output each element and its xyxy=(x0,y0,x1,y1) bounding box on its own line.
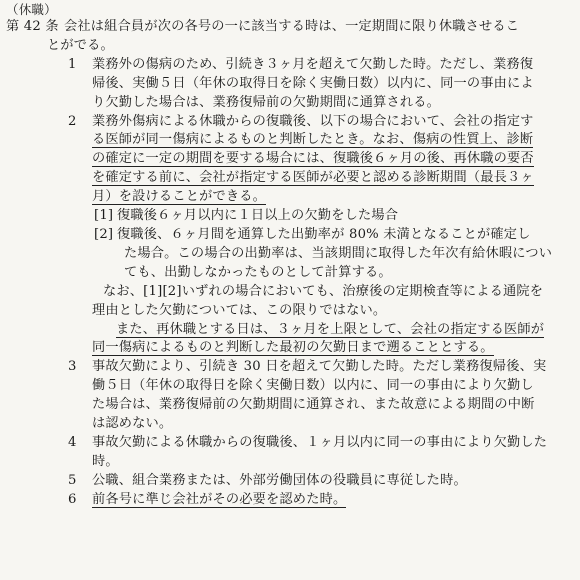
item-2-sub-2-text-1: 復職後、６ヶ月間を通算した出勤率が 80% 未満となることが確定し xyxy=(117,226,531,242)
item-3-line-1 xyxy=(6,358,566,377)
item-2-line-5 xyxy=(6,188,566,207)
item-3-text-1: 事故欠勤により、引続き 30 日を超えて欠勤した時。ただし業務復帰後、実 xyxy=(92,359,547,375)
item-2-note-line-2: 理由とした欠勤については、この限りではない。 xyxy=(92,302,387,318)
item-4-number: 4 xyxy=(68,434,77,450)
item-1-number: 1 xyxy=(68,56,77,72)
item-1-text-1: 業務外の傷病のため、引続き３ヶ月を超えて欠勤した時。ただし、業務復 xyxy=(92,56,534,72)
item-6-number: 6 xyxy=(68,491,77,507)
item-6-line-1 xyxy=(6,491,566,510)
item-1-line-1 xyxy=(6,56,566,75)
item-3-line-3: た場合は、業務復帰前の欠勤期間に通算され、また故意による期間の中断 xyxy=(92,397,535,413)
item-1-line-2: 帰後、実働５日（年休の取得日を除く実働日数）以内に、同一の事由によ xyxy=(92,75,534,91)
item-2-sub-1-text-1: 復職後６ヶ月以内に１日以上の欠勤をした場合 xyxy=(117,208,399,224)
item-1-line-3: り欠勤した場合は、業務復帰前の欠勤期間に通算される。 xyxy=(92,94,441,110)
section-heading: （休職） xyxy=(6,2,57,17)
item-2-text-1: 業務外傷病による休職からの復職後、以下の場合において、会社の指定す xyxy=(92,113,534,129)
item-4-line-1 xyxy=(6,434,566,453)
item-4-line-2: 時。 xyxy=(92,453,119,469)
item-3-line-4: は認めない。 xyxy=(92,416,173,432)
item-2-sub-1-number: [1] xyxy=(94,208,114,224)
article-intro-line-1 xyxy=(6,18,566,37)
article-number: 第 42 条 xyxy=(6,19,59,34)
item-2-final-line-2 xyxy=(6,339,566,358)
item-2-line-3 xyxy=(6,150,566,169)
item-2-text-2: る医師が同一傷病によるものと判断したとき。なお、傷病の性質上、診断 xyxy=(92,132,534,148)
item-2-text-3: の確定に一定の期間を要する場合には、復職後６ヶ月の後、再休職の要否 xyxy=(92,151,534,167)
item-2-final-text-1: また、再休職とする日は、３ヶ月を上限として、会社の指定する医師が xyxy=(116,321,545,337)
article-intro-text-1: 会社は組合員が次の各号の一に該当する時は、一定期間に限り休職させるこ xyxy=(64,19,520,34)
item-2-sub-2-line-3: ても、出勤しなかったものとして計算する。 xyxy=(124,264,392,280)
item-2-final-line-1 xyxy=(6,321,566,340)
item-2-sub-1-line-1 xyxy=(6,207,566,226)
item-2-final-text-2: 同一傷病によるものと判断した最初の欠勤日まで遡ることとする。 xyxy=(92,340,494,356)
item-2-line-1 xyxy=(6,113,566,132)
item-2-text-5: 月）を設けることができる。 xyxy=(92,189,267,205)
item-3-number: 3 xyxy=(68,359,77,375)
item-2-line-4 xyxy=(6,169,566,188)
item-5-text-1: 公職、組合業務または、外部労働団体の役職員に専従した時。 xyxy=(92,472,467,488)
item-2-sub-2-line-1 xyxy=(6,226,566,245)
item-2-number: 2 xyxy=(68,113,77,129)
item-5-line-1 xyxy=(6,472,566,491)
item-6-text-1: 前各号に準じ会社がその必要を認めた時。 xyxy=(92,491,347,507)
item-2-sub-2-line-2: た場合。この場合の出勤率は、当該期間に取得した年次有給休暇につい xyxy=(124,245,553,261)
item-2-sub-2-number: [2] xyxy=(94,226,114,242)
article-intro-line-2: とがでる。 xyxy=(47,37,114,53)
item-2-line-2 xyxy=(6,131,566,150)
item-2-note-line-1: なお、[1][2]いずれの場合においても、治療後の定期検査等による通院を xyxy=(103,283,544,299)
item-2-text-4: を確定する前に、会社が指定する医師が必要と認める診断期間（最長３ヶ xyxy=(92,170,534,186)
item-4-text-1: 事故欠勤による休職からの復職後、１ヶ月以内に同一の事由により欠勤した xyxy=(92,434,548,450)
item-5-number: 5 xyxy=(68,472,77,488)
item-3-line-2: 働５日（年休の取得日を除く実働日数）以内に、同一の事由により欠勤し xyxy=(92,378,534,394)
